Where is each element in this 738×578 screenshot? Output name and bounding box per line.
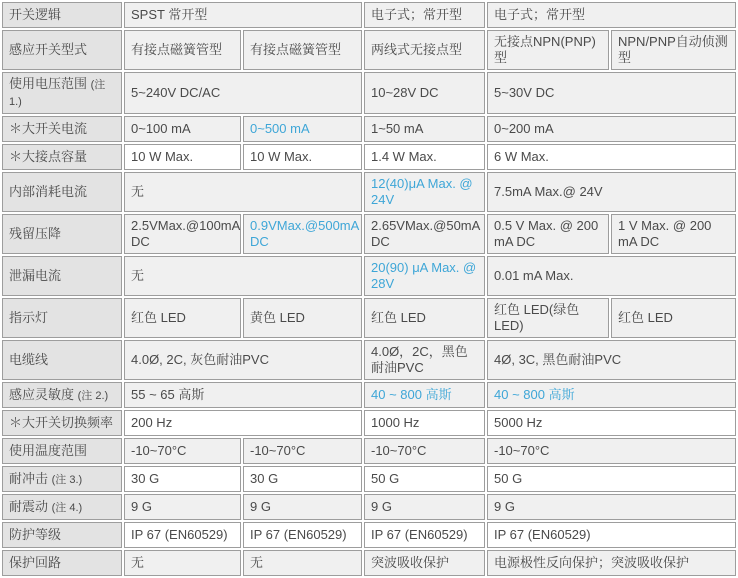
spec-cell: -10~70°C: [364, 438, 485, 464]
spec-cell: 30 G: [243, 466, 362, 492]
spec-cell: 5000 Hz: [487, 410, 736, 436]
spec-cell: 1.4 W Max.: [364, 144, 485, 170]
spec-cell: 50 G: [487, 466, 736, 492]
table-row: [2, 72, 736, 114]
spec-cell: 红色 LED: [611, 298, 736, 338]
row-label-note: (注 3.): [51, 473, 83, 486]
spec-cell: 9 G: [487, 494, 736, 520]
row-label: [2, 494, 122, 520]
spec-cell: NPN/PNP自动侦测型: [611, 30, 736, 70]
row-label: [2, 466, 122, 492]
spec-cell: 1 V Max. @ 200 mA DC: [611, 214, 736, 254]
spec-cell: IP 67 (EN60529): [243, 522, 362, 548]
spec-cell: 7.5mA Max.@ 24V: [487, 172, 736, 212]
spec-cell: 10 W Max.: [124, 144, 241, 170]
row-label: [2, 550, 122, 576]
table-row: [2, 116, 736, 142]
row-label: [2, 382, 122, 408]
spec-cell: 1000 Hz: [364, 410, 485, 436]
spec-cell: 有接点磁簧管型: [243, 30, 362, 70]
row-label-text: 保护回路: [9, 555, 62, 570]
table-row: [2, 438, 736, 464]
table-row: [2, 522, 736, 548]
spec-cell: 突波吸收保护: [364, 550, 485, 576]
table-row: [2, 144, 736, 170]
row-label-text: 使用电压范围: [9, 76, 88, 91]
spec-cell: 0.5 V Max. @ 200 mA DC: [487, 214, 609, 254]
spec-cell: 9 G: [364, 494, 485, 520]
row-label-text: 泄漏电流: [9, 268, 62, 283]
spec-cell: 0~100 mA: [124, 116, 241, 142]
spec-cell: 50 G: [364, 466, 485, 492]
spec-cell: 红色 LED: [124, 298, 241, 338]
spec-cell: 无: [124, 172, 362, 212]
spec-cell: 有接点磁簧管型: [124, 30, 241, 70]
spec-cell: 10 W Max.: [243, 144, 362, 170]
spec-cell-highlighted: 0.9VMax.@500mA DC: [243, 214, 362, 254]
row-label-text: ＊大开关电流: [9, 121, 88, 136]
spec-cell: -10~70°C: [487, 438, 736, 464]
spec-cell-highlighted: 40 ~ 800 高斯: [364, 382, 485, 408]
table-row: [2, 340, 736, 380]
row-label-note: (注 4.): [51, 501, 83, 514]
spec-cell: 5~30V DC: [487, 72, 736, 114]
table-row: [2, 550, 736, 576]
row-label: [2, 256, 122, 296]
spec-cell: 红色 LED(绿色 LED): [487, 298, 609, 338]
row-label-text: 防护等级: [9, 527, 62, 542]
row-label: [2, 72, 122, 114]
row-label-text: 感应开关型式: [9, 42, 88, 57]
spec-cell: 2.65VMax.@50mA DC: [364, 214, 485, 254]
spec-cell: 9 G: [243, 494, 362, 520]
row-label: [2, 172, 122, 212]
spec-cell: 电子式；常开型: [487, 2, 736, 28]
spec-cell: 6 W Max.: [487, 144, 736, 170]
spec-cell: 无: [124, 550, 241, 576]
spec-cell: -10~70°C: [243, 438, 362, 464]
spec-cell: IP 67 (EN60529): [487, 522, 736, 548]
row-label-text: 开关逻辑: [9, 7, 62, 22]
row-label: [2, 2, 122, 28]
row-label: [2, 438, 122, 464]
spec-cell: 4.0Ø，2C，黑色耐油PVC: [364, 340, 485, 380]
row-label-text: ＊大接点容量: [9, 149, 88, 164]
row-label: [2, 144, 122, 170]
spec-cell-highlighted: 20(90) μA Max. @ 28V: [364, 256, 485, 296]
row-label: [2, 298, 122, 338]
spec-cell: 无接点NPN(PNP)型: [487, 30, 609, 70]
table-row: [2, 466, 736, 492]
table-row: [2, 382, 736, 408]
table-row: [2, 2, 736, 28]
table-row: [2, 172, 736, 212]
table-row: [2, 410, 736, 436]
spec-cell: 0.01 mA Max.: [487, 256, 736, 296]
row-label-text: 耐冲击: [9, 470, 49, 486]
spec-cell: 4Ø, 3C, 黑色耐油PVC: [487, 340, 736, 380]
spec-cell: 55 ~ 65 高斯: [124, 382, 362, 408]
row-label: [2, 214, 122, 254]
spec-cell: 5~240V DC/AC: [124, 72, 362, 114]
spec-cell: 电源极性反向保护；突波吸收保护: [487, 550, 736, 576]
row-label: [2, 116, 122, 142]
spec-cell: 2.5VMax.@100mA DC: [124, 214, 241, 254]
table-row: [2, 494, 736, 520]
spec-cell: 红色 LED: [364, 298, 485, 338]
row-label-note: (注 1.): [9, 79, 106, 108]
row-label: [2, 30, 122, 70]
table-row: [2, 256, 736, 296]
row-label: [2, 340, 122, 380]
table-row: [2, 30, 736, 70]
spec-cell: 无: [243, 550, 362, 576]
row-label-text: 残留压降: [9, 226, 62, 241]
row-label-text: 指示灯: [9, 310, 49, 325]
row-label-text: 内部消耗电流: [9, 184, 88, 199]
row-label-text: 电缆线: [9, 352, 49, 367]
table-row: [2, 214, 736, 254]
row-label-note: (注 2.): [77, 389, 109, 402]
spec-cell: 10~28V DC: [364, 72, 485, 114]
row-label-text: ＊大开关切换频率: [9, 415, 114, 430]
spec-cell: SPST 常开型: [124, 2, 362, 28]
row-label-text: 使用温度范围: [9, 443, 88, 458]
spec-cell-highlighted: 40 ~ 800 高斯: [487, 382, 736, 408]
spec-cell: IP 67 (EN60529): [364, 522, 485, 548]
row-label: [2, 410, 122, 436]
spec-cell: 30 G: [124, 466, 241, 492]
spec-cell: -10~70°C: [124, 438, 241, 464]
spec-cell: 两线式无接点型: [364, 30, 485, 70]
spec-cell: 200 Hz: [124, 410, 362, 436]
spec-cell: 9 G: [124, 494, 241, 520]
spec-cell: 黄色 LED: [243, 298, 362, 338]
spec-cell: 无: [124, 256, 362, 296]
spec-cell: 0~200 mA: [487, 116, 736, 142]
row-label-text: 耐震动: [9, 498, 49, 514]
spec-cell: IP 67 (EN60529): [124, 522, 241, 548]
row-label: [2, 522, 122, 548]
table-row: [2, 298, 736, 338]
spec-cell: 1~50 mA: [364, 116, 485, 142]
spec-cell: 电子式；常开型: [364, 2, 485, 28]
row-label-text: 感应灵敏度: [9, 386, 75, 402]
spec-cell: 4.0Ø, 2C, 灰色耐油PVC: [124, 340, 362, 380]
spec-cell-highlighted: 0~500 mA: [243, 116, 362, 142]
spec-cell-highlighted: 12(40)μA Max. @ 24V: [364, 172, 485, 212]
